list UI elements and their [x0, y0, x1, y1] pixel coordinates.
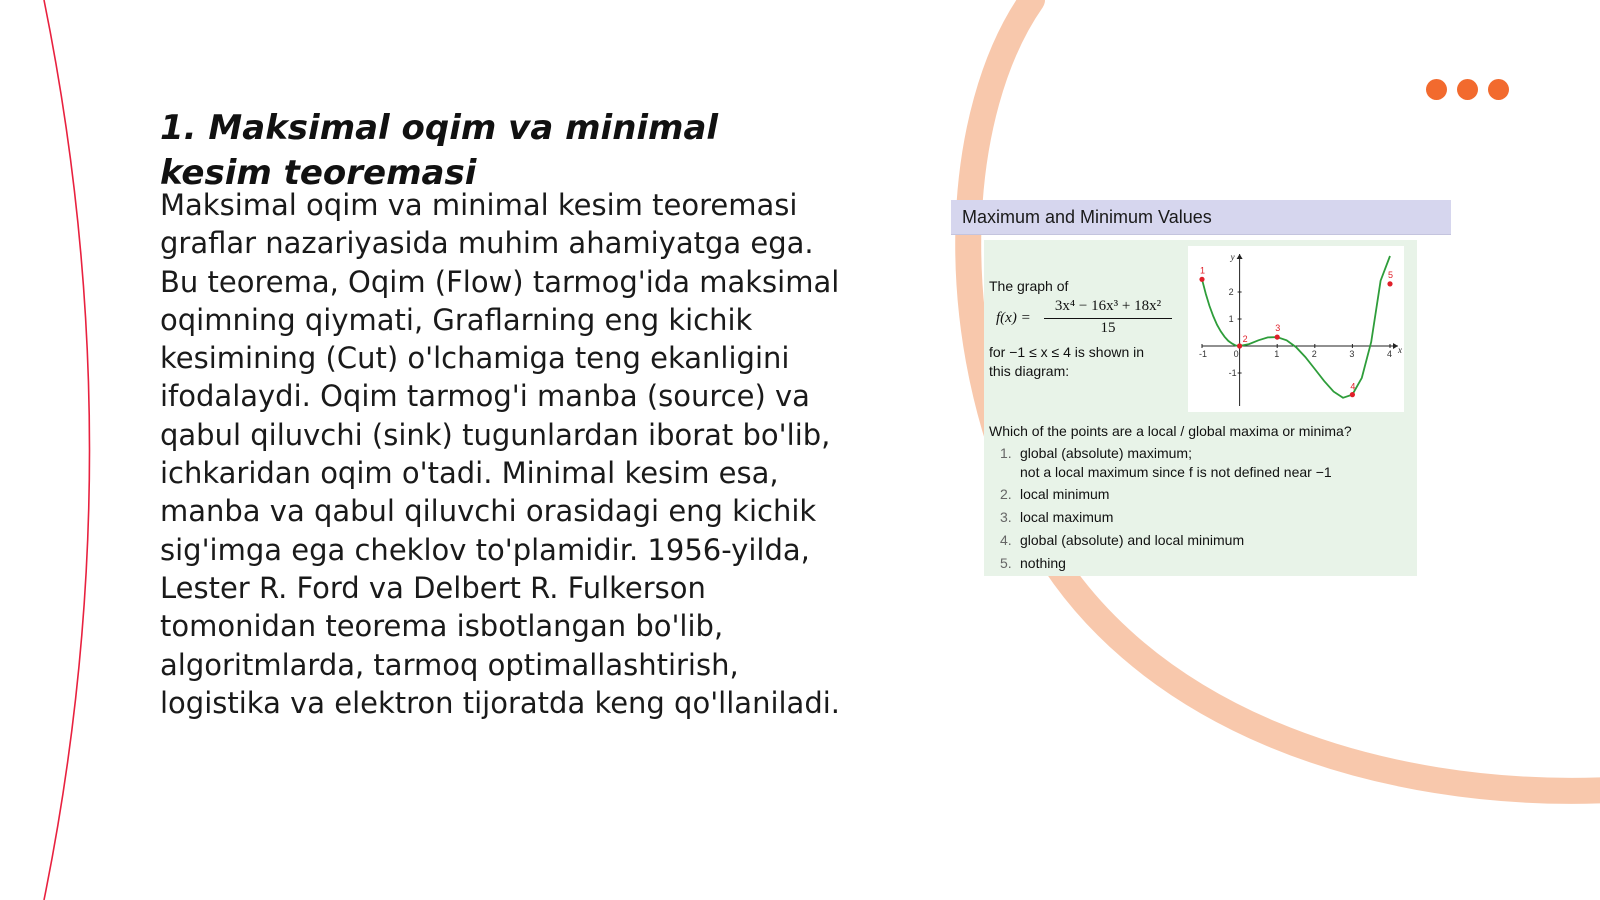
critical-point	[1237, 343, 1242, 348]
function-plot	[1188, 246, 1404, 412]
answers-list	[1000, 445, 1410, 578]
critical-point	[1199, 277, 1204, 282]
answer-text: global (absolute) maximum;	[1020, 445, 1192, 461]
orange-dot	[1457, 79, 1478, 100]
answer-number: 2.	[1000, 486, 1012, 502]
figure-header	[951, 200, 1451, 235]
y-axis-label: y	[1230, 252, 1235, 262]
critical-point-label: 5	[1388, 269, 1394, 280]
formula-numerator: 3x⁴ − 16x³ + 18x²	[1054, 298, 1162, 314]
x-tick-label: 4	[1387, 349, 1393, 359]
x-tick-label: 3	[1349, 349, 1355, 359]
answer-text: global (absolute) and local minimum	[1020, 532, 1245, 548]
answer-text: nothing	[1020, 555, 1066, 571]
function-plot-svg	[1188, 246, 1404, 412]
question-text: Which of the points are a local / global maxima or minima?	[989, 423, 1352, 439]
answer-item	[1000, 445, 1410, 486]
x-tick-label: 1	[1274, 349, 1280, 359]
orange-dot	[1426, 79, 1447, 100]
y-axis-arrow	[1237, 254, 1243, 259]
x-tick-label: -1	[1199, 349, 1208, 359]
figure-intro-text: The graph of	[989, 278, 1069, 294]
critical-point-label: 4	[1350, 381, 1356, 392]
figure-body	[984, 240, 1417, 576]
fraction-bar	[1044, 318, 1172, 319]
answer-item	[1000, 486, 1410, 509]
x-tick-label: 2	[1311, 349, 1317, 359]
answer-text: local minimum	[1020, 486, 1110, 502]
left-accent-curve	[44, 0, 90, 900]
three-orange-dots-icon	[1426, 79, 1516, 101]
slide-title: 1. Maksimal oqim va minimal kesim teoremasi	[160, 108, 719, 193]
formula-denominator: 15	[1100, 320, 1116, 336]
answer-item	[1000, 555, 1410, 578]
critical-point	[1275, 334, 1280, 339]
answer-text: local maximum	[1020, 509, 1114, 525]
critical-point-label: 1	[1200, 265, 1206, 276]
figure-header-title: Maximum and Minimum Values	[962, 207, 1212, 227]
critical-point	[1387, 281, 1392, 286]
max-min-values-figure	[951, 200, 1451, 576]
answer-number: 3.	[1000, 509, 1012, 525]
domain-text-cont: this diagram:	[989, 363, 1070, 379]
x-axis-label: x	[1398, 345, 1402, 355]
critical-point	[1350, 392, 1355, 397]
answer-item	[1000, 532, 1410, 555]
domain-text: for −1 ≤ x ≤ 4 is shown in	[989, 344, 1145, 360]
critical-point-label: 3	[1275, 323, 1281, 334]
formula-lhs: f(x) =	[996, 310, 1031, 326]
y-tick-label: -1	[1228, 368, 1237, 378]
x-tick-label: 0	[1233, 349, 1239, 359]
answer-number: 1.	[1000, 445, 1012, 461]
y-tick-label: 2	[1228, 287, 1234, 297]
answer-item	[1000, 509, 1410, 532]
answer-number: 4.	[1000, 532, 1012, 548]
answer-subtext: not a local maximum since f is not defined near −1	[1020, 464, 1332, 480]
answer-number: 5.	[1000, 555, 1012, 571]
function-formula	[996, 298, 1172, 340]
y-tick-label: 1	[1228, 314, 1234, 324]
critical-point-label: 2	[1242, 334, 1248, 344]
slide-body-text: Maksimal oqim va minimal kesim teoremasi graflar nazariyasida muhim ahamiyatga ega. Bu teorema, Oqim (Flow) tarmog'ida maksimal oqimning qiymati, Graflarning eng kichik kesimining (Cut) o'lchamiga teng ekanligini ifodalaydi. Oqim tarmog'i manba (source) va qabul qiluvchi (sink) tugunlardan iborat bo'lib, ichkaridan oqim o'tadi. Minimal kesim esa, manba va qabul qiluvchi orasidagi eng kichik sig'imga ega cheklov to'plamidir. 1956-yilda, Lester R. Ford va Delbert R. Fulkerson tomonidan teorema isbotlangan bo'lib, algoritmlarda, tarmoq optimallashtirish, logistika va elektron tijoratda keng qo'llaniladi.	[160, 188, 841, 720]
orange-dot	[1488, 79, 1509, 100]
